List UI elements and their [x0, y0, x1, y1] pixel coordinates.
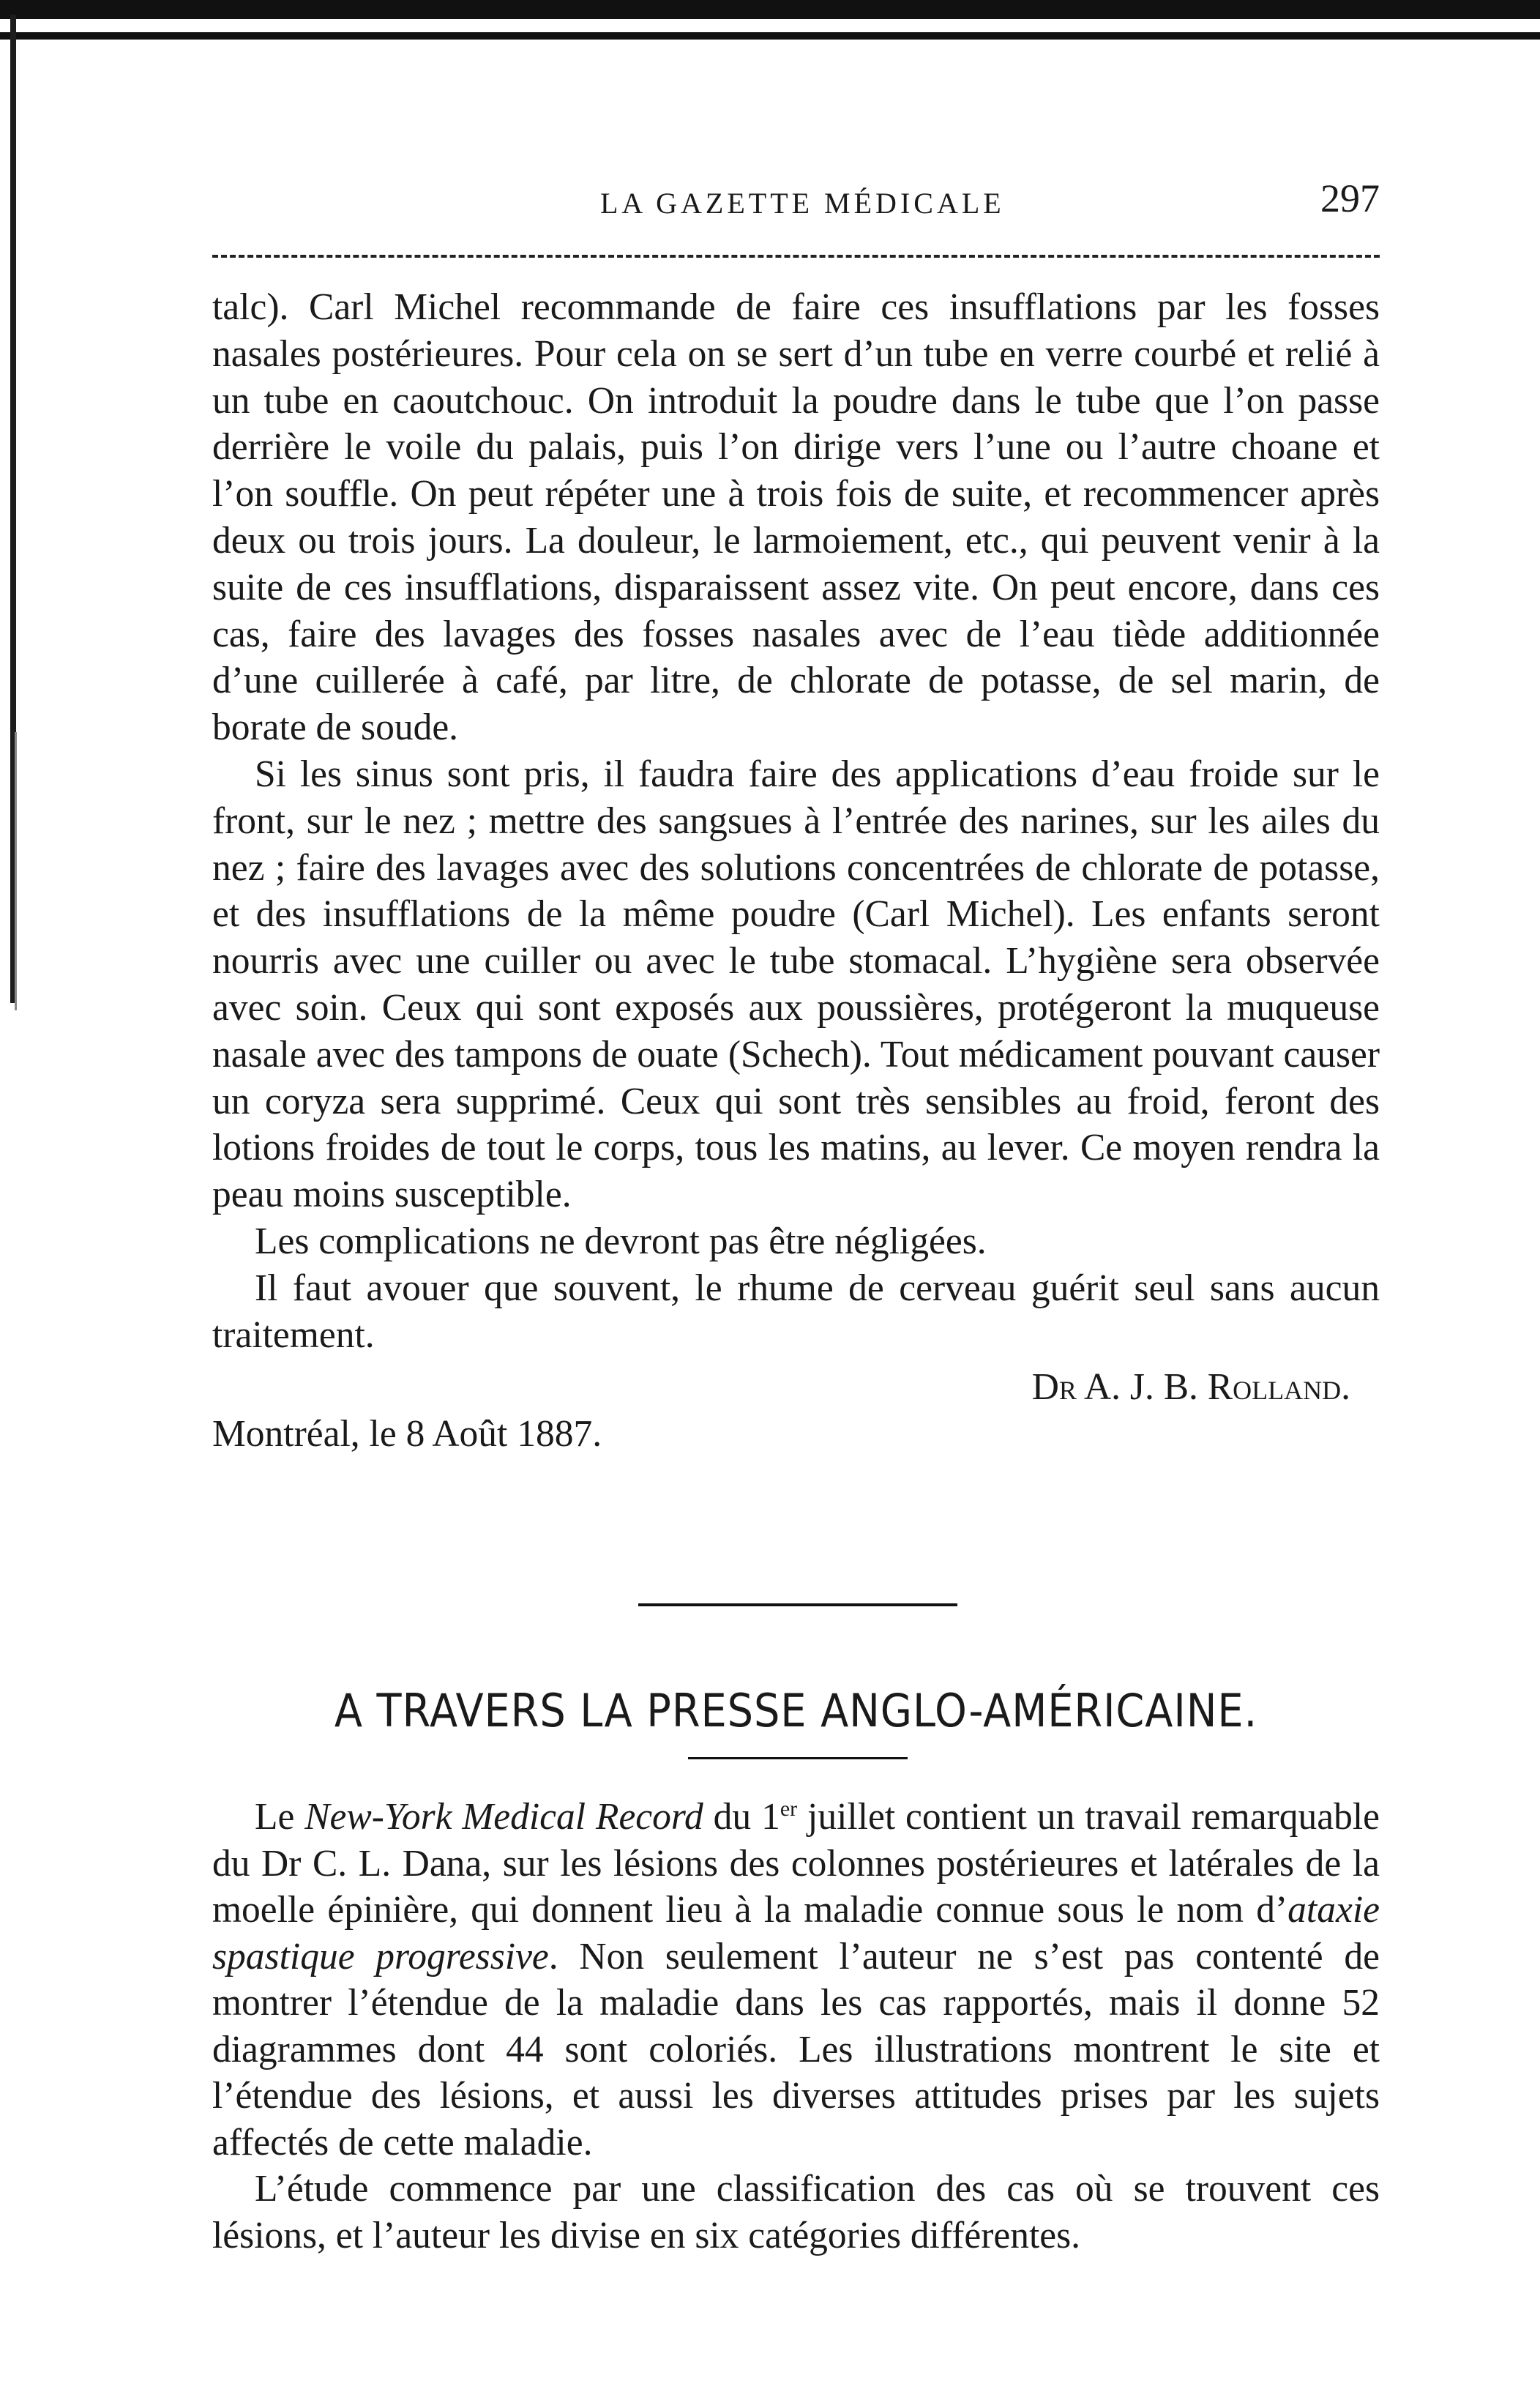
disease-name: ataxie spastique progressive	[212, 1889, 1380, 1978]
running-title: LA GAZETTE MÉDICALE	[600, 187, 1005, 220]
section-text	[212, 1794, 1380, 2259]
section-heading: A TRAVERS LA PRESSE ANGLO-AMÉRICAINE.	[334, 1684, 1258, 1737]
paragraph: Les complications ne devront pas être négligées.	[255, 1220, 987, 1262]
paragraph	[212, 1794, 1380, 2166]
paragraph: L’étude commence par une classification des cas où se trouvent ces lésions, et l’auteur les divise en six catégories différentes.	[212, 2168, 1380, 2256]
paragraph: talc). Carl Michel recommande de faire ces insufflations par les fosses nasales postérieures. Pour cela on se sert d’un tube en verre courbé et relié à un tube en caoutchouc. On introduit la poudre dans le tube que l’on passe derrière le voile du palais, puis l’on dirige vers l’une ou l’autre choane et l’on souffle. On peut répéter une à trois fois de suite, et recommencer après deux ou trois jours. La douleur, le larmoiement, etc., qui peuvent venir à la suite de ces insufflations, disparaissent assez vite. On peut encore, dans ces cas, faire des lavages des fosses nasales avec de l’eau tiède additionnée d’une cuillerée à café, par litre, de chlorate de potasse, de sel marin, de borate de soude.	[212, 286, 1380, 749]
journal-title: New-York Medical Record	[304, 1796, 703, 1838]
running-head	[212, 173, 1380, 231]
text-run: du 1	[703, 1796, 780, 1838]
text-run: Le	[255, 1796, 305, 1838]
section-divider-rule	[638, 1603, 957, 1606]
top-border-rule-thin	[0, 32, 1540, 40]
left-border-rule-faint	[15, 732, 17, 1010]
header-rule	[212, 255, 1380, 258]
ordinal-suffix: er	[780, 1797, 798, 1821]
paragraph: Il faut avouer que souvent, le rhume de cerveau guérit seul sans aucun traitement.	[212, 1267, 1380, 1356]
page-number: 297	[1320, 176, 1380, 220]
text-run: juillet contient un travail remarquable du Dr C. L. Dana, sur les lésions des colonnes postérieures et latérales de la moelle épinière, qui donnent lieu à la maladie connue sous le nom d’	[212, 1796, 1380, 1931]
section-heading-underline	[688, 1757, 908, 1759]
text-run: . Non seulement l’auteur ne s’est pas contenté de montrer l’étendue de la maladie dans les cas rapportés, mais il donne 52 diagrammes dont 44 sont coloriés. Les illustrations montrent le site et l’étendue des lésions, et aussi les diverses attitudes prises par les sujets affectés de cette maladie.	[212, 1935, 1380, 2163]
article-text	[212, 284, 1380, 1458]
paragraph: Si les sinus sont pris, il faudra faire des applications d’eau froide sur le front, sur le nez ; mettre des sangsues à l’entrée des narines, sur les ailes du nez ; faire des lavages avec des solutions concentrées de chlorate de potasse, et des insufflations de la même poudre (Carl Michel). Les enfants seront nourris avec une cuiller ou avec le tube stomacal. L’hygiène sera observée avec soin. Ceux qui sont exposés aux poussières, protégeront la muqueuse nasale avec des tampons de ouate (Schech). Tout médicament pouvant causer un coryza sera supprimé. Ceux qui sont très sensibles au froid, feront des lotions froides de tout le corps, tous les matins, au lever. Ce moyen rendra la peau moins susceptible.	[212, 753, 1380, 1216]
author-signature: Dr A. J. B. Rolland.	[1031, 1366, 1350, 1409]
dateline: Montréal, le 8 Août 1887.	[212, 1413, 602, 1455]
top-border-rule	[0, 0, 1540, 19]
